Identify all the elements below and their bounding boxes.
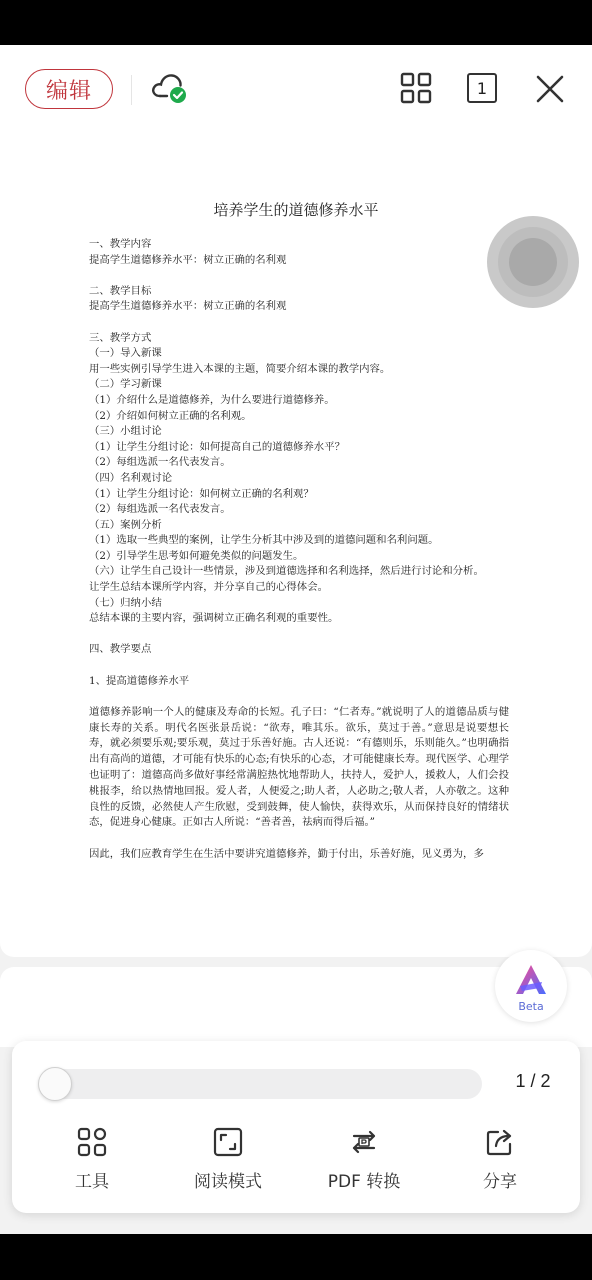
document-line: 让学生总结本课所学内容，并分享自己的心得体会。 (89, 581, 328, 594)
navigation-bar (0, 1234, 592, 1280)
document-line: （2）引导学生思考如何避免类似的问题发生。 (89, 549, 304, 562)
paragraph-gap (89, 689, 509, 705)
cloud-synced-icon[interactable] (150, 72, 190, 106)
tools-button[interactable] (32, 1125, 152, 1195)
document-line: （三）小组讨论 (89, 425, 162, 438)
document-line: （1）介绍什么是道德修养，为什么要进行道德修养。 (89, 393, 335, 406)
document-line: 总结本课的主要内容，强调树立正确名利观的重要性。 (89, 612, 339, 625)
document-line: 一、教学内容 (89, 238, 152, 250)
page-badge-number: 1 (476, 78, 488, 98)
paragraph-gap (89, 627, 509, 643)
ai-assistant-button[interactable] (495, 950, 567, 1022)
document-body (89, 237, 509, 862)
paragraph-gap (89, 658, 509, 674)
expand-icon (213, 1127, 243, 1157)
document-line: （1）让学生分组讨论：如何树立正确的名利观？ (89, 487, 314, 500)
reading-mode-label: 阅读模式 (194, 1172, 262, 1192)
status-bar (0, 0, 592, 45)
share-label: 分享 (483, 1172, 517, 1192)
document-line: （七）归纳小结 (89, 596, 162, 609)
paragraph-gap (89, 315, 509, 331)
tools-label: 工具 (75, 1172, 109, 1192)
page-view-button[interactable] (467, 73, 499, 103)
document-line: 三、教学方式 (89, 331, 152, 344)
document-line: 因此，我们应教育学生在生活中要讲究道德修养，勤于付出，乐善好施，见义勇为，多 (89, 847, 484, 860)
top-toolbar (0, 45, 592, 121)
pdf-convert-button[interactable] (304, 1125, 424, 1195)
edit-button[interactable]: 编辑 (25, 69, 113, 109)
pdf-convert-label: PDF 转换 (327, 1172, 401, 1192)
document-line: 二、教学目标 (89, 284, 152, 297)
close-icon[interactable] (534, 73, 566, 105)
page-progress-track[interactable] (40, 1069, 482, 1099)
reading-mode-button[interactable] (168, 1125, 288, 1195)
document-line: 1、提高道德修养水平 (89, 674, 190, 687)
share-icon (485, 1127, 515, 1157)
document-line: （二）学习新课 (89, 378, 162, 391)
document-line: 提高学生道德修养水平：树立正确的名利观 (89, 300, 287, 313)
document-line: 提高学生道德修养水平：树立正确的名利观 (89, 253, 287, 266)
document-line: 用一些实例引导学生进入本课的主题，简要介绍本课的教学内容。 (89, 362, 391, 375)
document-line: （2）介绍如何树立正确的名利观。 (89, 409, 252, 422)
document-line: （1）选取一些典型的案例，让学生分析其中涉及到的道德问题和名利问题。 (89, 534, 439, 547)
pdf-convert-icon (349, 1127, 379, 1157)
document-line: （一）导入新课 (89, 347, 162, 360)
ai-logo-icon (511, 962, 551, 998)
paragraph-gap (89, 268, 509, 284)
document-line: （1）让学生分组讨论：如何提高自己的道德修养水平？ (89, 440, 345, 453)
grid-apps-icon (77, 1127, 107, 1157)
document-line: 四、教学要点 (89, 643, 152, 656)
page-progress-thumb[interactable] (38, 1067, 72, 1101)
share-button[interactable] (440, 1125, 560, 1195)
document-line: （四）名利观讨论 (89, 471, 173, 484)
document-paragraph: 道德修养影响一个人的健康及寿命的长短。孔子曰：“仁者寿。”就说明了人的道德品质与健康长寿的关系。明代名医张景岳说：“欲寿，唯其乐。欲乐，莫过于善。”意思是说要想长寿，就必须要乐观;要乐观，莫过于乐善好施。古人还说：“有德则乐，乐则能久。”也明确指出有高尚的道德，才可能有快乐的心态;有快乐的心态，才可能健康长寿。现代医学、心理学也证明了：道德高尚多做好事经常满腔热忱地帮助人，扶持人，爱护人，援救人，人们会投桃报李，给以热情地回报。爱人者，人便爱之;助人者，人必助之;敬人者，人亦敬之。这种良性的反馈，必然使人产生欣慰，受到鼓舞，使人愉快，获得欢乐，从而保持良好的情绪状态，促进身心健康。正如古人所说：“善者善，祛病而得后福。” (89, 705, 509, 829)
document-line: （2）每组选派一名代表发言。 (89, 456, 231, 469)
paragraph-gap (89, 831, 509, 847)
document-line: （六）让学生自己设计一些情景，涉及到道德选择和名利选择，然后进行讨论和分析。 (89, 565, 484, 578)
toolbar-divider (131, 75, 132, 105)
beta-badge: Beta (518, 1000, 544, 1013)
reader-bottom-panel (12, 1041, 580, 1213)
document-line: （五）案例分析 (89, 518, 162, 531)
thumbnail-grid-icon[interactable] (400, 72, 432, 104)
document-title: 培养学生的道德修养水平 (213, 201, 379, 219)
page-counter: 1 / 2 (515, 1071, 551, 1091)
document-line: （2）每组选派一名代表发言。 (89, 503, 231, 516)
floating-assist-ball[interactable] (487, 216, 579, 308)
